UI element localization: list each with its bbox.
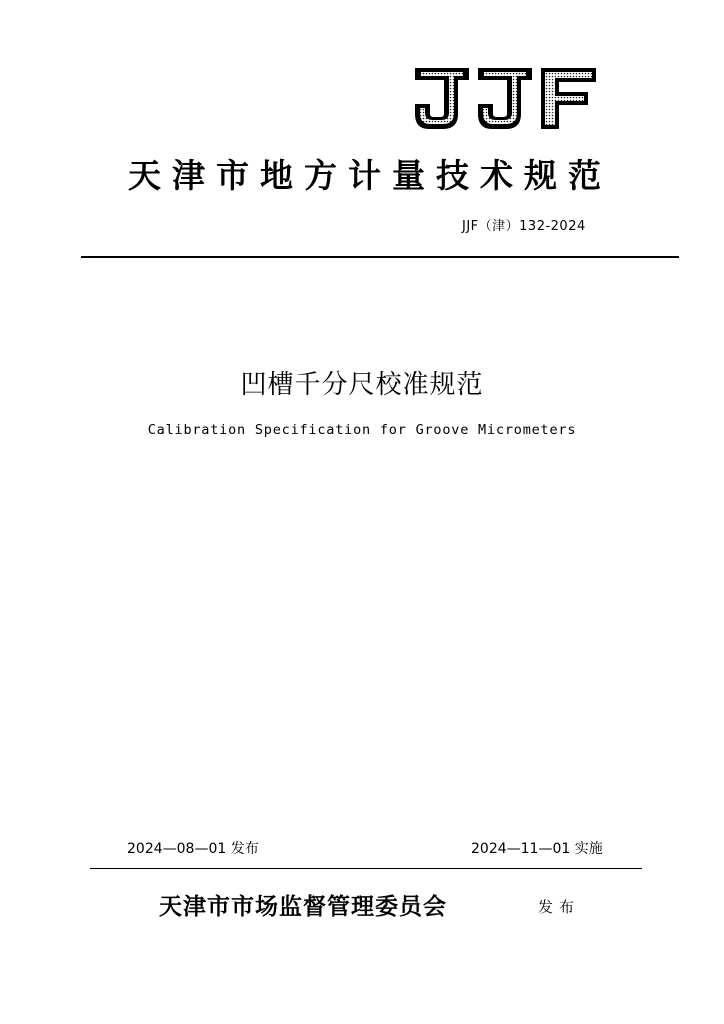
issue-date: 2024—08—01 发布 <box>127 841 259 857</box>
document-title-cn: 凹槽千分尺校准规范 <box>240 370 484 400</box>
jjf-logo <box>413 66 598 132</box>
document-title-en: Calibration Specification for Groove Micrometers <box>147 422 577 438</box>
footer-divider <box>90 868 642 869</box>
standard-category-title: 天津市地方计量技术规范 <box>128 156 612 195</box>
standard-code: JJF（津）132-2024 <box>462 219 586 234</box>
issuing-authority: 天津市市场监督管理委员会 <box>159 893 447 920</box>
header-divider <box>81 256 679 258</box>
implementation-date: 2024—11—01 实施 <box>471 841 603 857</box>
issuing-action: 发布 <box>538 898 581 916</box>
